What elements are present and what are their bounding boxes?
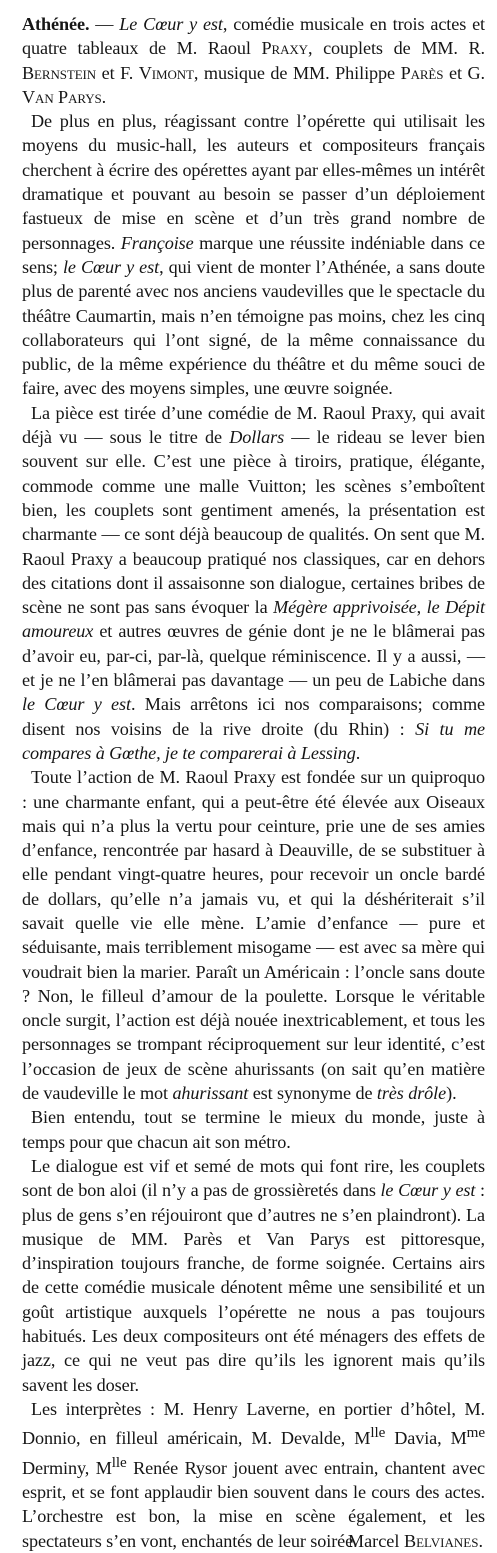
paragraph-text: Les interprètes : M. Henry Laverne, en portier d’hôtel, M. Donnio, en filleul américain, M. Devalde, M bbox=[22, 1398, 485, 1449]
italic-quote: Si tu me compares à Gœthe, je te comparerai à Lessing bbox=[22, 718, 485, 763]
paragraph-context bbox=[22, 109, 485, 401]
venue-name: Athénée. bbox=[22, 14, 90, 34]
paragraph-text: Le dialogue est vif et semé de mots qui font rire, les couplets sont de bon aloi (il n’y a pas de grossièretés dans bbox=[22, 1155, 485, 1201]
lyricist-name: Bernstein bbox=[22, 62, 97, 83]
italic-title: Françoise bbox=[120, 232, 194, 253]
header-text: , musique de MM. Philippe bbox=[193, 62, 401, 83]
review-header bbox=[22, 12, 485, 109]
header-text: . bbox=[101, 86, 107, 107]
italic-title: Dollars bbox=[229, 427, 285, 448]
paragraph-text: ). bbox=[446, 1083, 457, 1104]
title-superscript: lle bbox=[370, 1424, 386, 1442]
paragraph-text: , qui vient de monter l’Athénée, a sans doute plus de parenté avec nos anciens vaudevilles que le spectacle du théâtre Caumartin, mais n’en témoigne pas moins, chez les cinq collaborateurs qui l’ont signé, de la même connaissance du public, de la même expérience du théâtre et du même souci de faire, avec des moyens simples, une œuvre soignée. bbox=[22, 256, 485, 399]
header-text: , comédie musicale en trois actes et quatre tableaux de M. Raoul bbox=[22, 14, 486, 59]
signature-punctuation: . bbox=[478, 1530, 483, 1551]
paragraph-origins bbox=[22, 401, 485, 765]
title-superscript: me bbox=[466, 1424, 485, 1442]
paragraph-ending bbox=[22, 1105, 485, 1154]
author-name: Praxy bbox=[261, 38, 308, 59]
italic-word: très drôle bbox=[376, 1083, 447, 1104]
paragraph-text: — le rideau se lever bien souvent sur elle. C’est une pièce à tiroirs, pratique, élégante, commode comme une malle Vuitton; les scènes s’emboîtent bien, les couplets sont gentiment amenés, la présentation est charmante — ce sont déjà beaucoup de qualités. On sent que M. Raoul Praxy a beaucoup pratiqué nos classiques, car en dehors des citations dont il assaisonne son dialogue, certaines bribes de scène ne sont pas sans évoquer la bbox=[22, 427, 486, 618]
header-text: et G. bbox=[443, 62, 485, 83]
paragraph-text: La pièce est tirée d’une comédie de M. Raoul Praxy, qui avait déjà vu — sous le titre de bbox=[22, 402, 485, 448]
paragraph-text: marque une réussite indéniable dans ce sens; bbox=[22, 232, 485, 277]
paragraph-text: Derminy, M bbox=[22, 1457, 112, 1478]
paragraph-text: De plus en plus, réagissant contre l’opérette qui utilisait les moyens du music-hall, les auteurs et compositeurs français cherchent à écrire des opérettes ayant par elles-mêmes un intérêt dramatique et pouvant au besoin se passer d’un déploiement fastueux de mise en scène et d’un très grand nombre de personnages. bbox=[22, 111, 485, 253]
italic-title: le Cœur y est bbox=[62, 256, 160, 277]
play-title: Le Cœur y est bbox=[119, 14, 223, 34]
signature-last-name: Belvianes bbox=[403, 1530, 479, 1551]
italic-title: le Dépit amoureux bbox=[22, 597, 485, 642]
composer-name: Van Parys bbox=[22, 86, 102, 107]
paragraph-text: . bbox=[355, 742, 361, 763]
paragraph-plot bbox=[22, 765, 485, 1105]
italic-title: le Cœur y est bbox=[22, 694, 131, 715]
paragraph-text: et autres œuvres de génie dont je ne le blâmerai pas d’avoir eu, par-ci, par-là, quelque réminiscence. Il y a aussi, — et je ne l’en blâmerai pas davantage — un peu de Labiche dans bbox=[22, 621, 485, 691]
paragraph-text: , bbox=[416, 597, 427, 618]
paragraph-text: Bien entendu, tout se termine le mieux du monde, juste à temps pour que chacun ait son métro. bbox=[22, 1107, 485, 1152]
paragraph-text: : plus de gens s’en réjouiront que d’autres ne s’en plaindront). La musique de MM. Parès et Van Parys est pittoresque, d’inspiration toujours franche, de forme soignée. Certains airs de cette comédie musicale dénotent même une sensibilité et un goût artistique auxquels l’opérette ne nous a pas toujours habitués. Les deux compositeurs ont été ménagers des effets de jazz, ce qui ne veut pas dire qu’ils les ignorent mais qu’ils savent les doser. bbox=[22, 1180, 485, 1395]
paragraph-music bbox=[22, 1154, 485, 1397]
composer-name: Parès bbox=[400, 62, 444, 83]
title-superscript: lle bbox=[111, 1453, 127, 1471]
paragraph-text: est synonyme de bbox=[248, 1083, 377, 1104]
header-text: et F. bbox=[96, 62, 139, 83]
paragraph-text: Toute l’action de M. Raoul Praxy est fondée sur un quiproquo : une charmante enfant, qui a peut-être été élevée aux Oiseaux mais qui n’a plus la vertu pour ceinture, prie une de ses amies d’enfance, rencontrée par hasard à Deauville, de se substituer à elle pendant vingt-quatre heures, pour recevoir un oncle bardé de dollars, qu’elle n’a jamais vu, et qui la déshériterait s’il savait quelle vie elle mène. L’amie d’enfance — pure et séduisante, mais terriblement misogame — est avec sa mère qui voudrait bien la marier. Paraît un Américain : l’oncle sans doute ? Non, le filleul d’amour de la poulette. Lorsque le véritable oncle surgit, l’action est déjà nouée inextricablement, et tous les personnages se trompant réciproquement sur leur identité, c’est l’occasion de jeux de scène ahurissants (on sait qu’en matière de vaudeville le mot bbox=[22, 767, 485, 1104]
italic-word: ahurissant bbox=[172, 1083, 249, 1104]
header-text: , couplets de MM. R. bbox=[307, 38, 485, 59]
italic-title: Mégère apprivoisée bbox=[273, 597, 417, 618]
signature-first-name: Marcel bbox=[347, 1530, 404, 1551]
paragraph-text: . Mais arrêtons ici nos comparaisons; comme disent nos voisins de la rive droite (du Rhin) : bbox=[22, 694, 485, 739]
italic-title: le Cœur y est bbox=[380, 1180, 476, 1201]
lyricist-name: Vimont bbox=[138, 62, 194, 83]
paragraph-text: Renée Rysor jouent avec entrain, chantent avec esprit, et se font applaudir bien souvent dans le cours des actes. L’orchestre est bon, la mise en scène également, et les spectateurs s’en vont, enchantés de leur soirée. bbox=[22, 1457, 485, 1551]
paragraph-text: Davia, M bbox=[385, 1428, 467, 1449]
header-dash: — bbox=[89, 14, 120, 34]
